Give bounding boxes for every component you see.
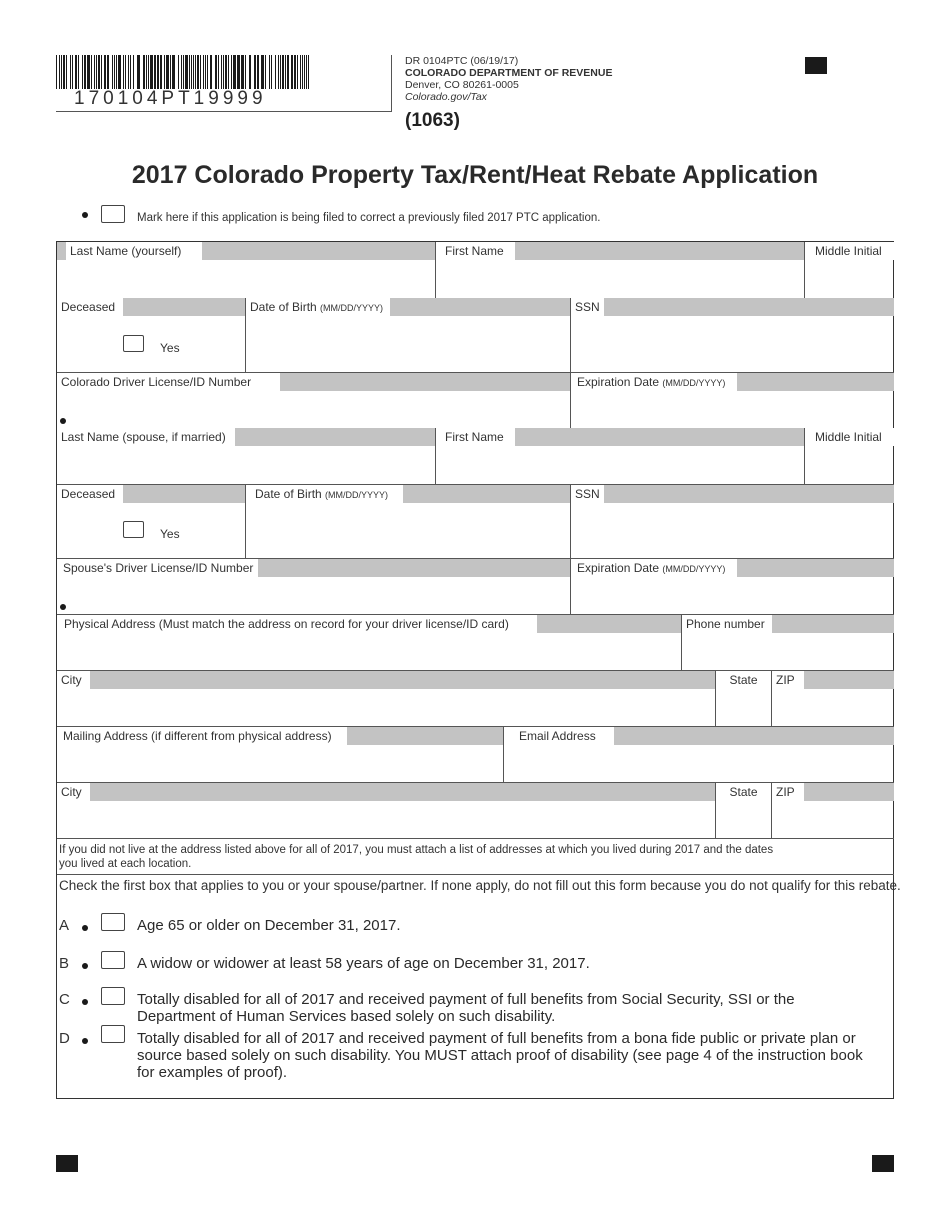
- mailing-state-label: State: [716, 783, 771, 801]
- barcode-bar: [233, 55, 236, 89]
- barcode-bar: [116, 55, 117, 89]
- bullet-icon: [82, 999, 88, 1005]
- barcode-bar: [114, 55, 115, 89]
- bullet-icon: [82, 212, 88, 218]
- barcode-bar: [118, 55, 121, 89]
- barcode-bar: [228, 55, 229, 89]
- first-name-input[interactable]: [436, 260, 804, 298]
- barcode-bar: [225, 55, 227, 89]
- barcode-bar: [207, 55, 208, 89]
- amended-return-checkbox[interactable]: [101, 205, 125, 223]
- barcode-bar: [82, 55, 83, 89]
- spouse-license-label: Spouse's Driver License/ID Number: [57, 559, 258, 577]
- spouse-middle-initial-input[interactable]: [805, 446, 894, 484]
- barcode-bar: [107, 55, 109, 89]
- barcode-bar: [245, 55, 246, 89]
- deceased-label: Deceased: [57, 298, 123, 316]
- license-input[interactable]: [57, 391, 570, 428]
- mailing-state-input[interactable]: [716, 801, 771, 839]
- option-text-line: Totally disabled for all of 2017 and received payment of full benefits from Social Security, SSI or the: [137, 991, 795, 1008]
- option-d-checkbox[interactable]: [101, 1025, 125, 1043]
- barcode-bar: [297, 55, 298, 89]
- dob-label: Date of Birth (MM/DD/YYYY): [246, 298, 390, 316]
- barcode-bar: [215, 55, 217, 89]
- spouse-last-name-label: Last Name (spouse, if married): [57, 428, 235, 446]
- department-website: Colorado.gov/Tax: [405, 91, 487, 103]
- address-note: [59, 843, 889, 871]
- label-bar: [57, 485, 894, 503]
- barcode-bar: [98, 55, 100, 89]
- barcode-bar: [172, 55, 175, 89]
- registration-mark-icon: [56, 1155, 78, 1172]
- dob-input[interactable]: [246, 316, 570, 372]
- option-a-text: [137, 917, 889, 934]
- state-label: State: [716, 671, 771, 689]
- barcode-bar: [148, 55, 149, 89]
- option-c-checkbox[interactable]: [101, 987, 125, 1005]
- barcode-bar: [287, 55, 289, 89]
- spouse-first-name-label: First Name: [436, 428, 515, 446]
- email-label: Email Address: [504, 727, 614, 745]
- barcode-bar: [70, 55, 71, 89]
- qualification-instruction: Check the first box that applies to you or your spouse/partner. If none apply, do not fill out this form because you do not qualify for this rebate.: [59, 878, 901, 893]
- option-a-checkbox[interactable]: [101, 913, 125, 931]
- phone-input[interactable]: [682, 633, 894, 671]
- mailing-address-label: Mailing Address (if different from physical address): [57, 727, 347, 745]
- spouse-last-name-input[interactable]: [57, 446, 435, 484]
- barcode-bar: [96, 55, 97, 89]
- spouse-dob-input[interactable]: [246, 503, 570, 558]
- deceased-yes-label: Yes: [160, 341, 180, 355]
- option-text-line: for examples of proof).: [137, 1064, 288, 1081]
- barcode-bar: [200, 55, 201, 89]
- deceased-yes-checkbox[interactable]: [123, 335, 144, 352]
- barcode-bar: [170, 55, 171, 89]
- barcode-bar: [231, 55, 232, 89]
- barcode-bar: [137, 55, 140, 89]
- barcode-bar: [181, 55, 182, 89]
- spouse-ssn-input[interactable]: [571, 503, 894, 558]
- middle-initial-input[interactable]: [805, 260, 894, 298]
- barcode-bar: [304, 55, 305, 89]
- license-label: Colorado Driver License/ID Number: [57, 373, 280, 391]
- barcode-bar: [191, 55, 192, 89]
- city-input[interactable]: [57, 689, 715, 727]
- physical-address-label: Physical Address (Must match the address on record for your driver license/ID card): [57, 615, 537, 633]
- barcode-bar: [278, 55, 279, 89]
- barcode-bar: [302, 55, 303, 89]
- barcode-bar: [150, 55, 153, 89]
- barcode-bar: [241, 55, 244, 89]
- barcode-bar: [164, 55, 165, 89]
- barcode-bar: [265, 55, 266, 89]
- divider: [391, 55, 392, 112]
- barcode-bar: [269, 55, 270, 89]
- physical-address-input[interactable]: [57, 633, 681, 671]
- mailing-zip-label: ZIP: [772, 783, 804, 801]
- address-note-line: you lived at each location.: [59, 858, 192, 870]
- barcode-bar: [261, 55, 264, 89]
- amended-return-label: Mark here if this application is being filed to correct a previously filed 2017 PTC application.: [137, 212, 601, 224]
- barcode-bar: [157, 55, 159, 89]
- option-b-letter: B: [59, 955, 70, 972]
- zip-label: ZIP: [772, 671, 804, 689]
- barcode: [56, 55, 309, 89]
- option-text-line: Totally disabled for all of 2017 and received payment of full benefits from a bona fide public or private plan or: [137, 1030, 856, 1047]
- page-title: 2017 Colorado Property Tax/Rent/Heat Rebate Application: [131, 161, 819, 189]
- state-input[interactable]: [716, 689, 771, 727]
- barcode-bar: [183, 55, 184, 89]
- barcode-bar: [237, 55, 240, 89]
- address-note-line: If you did not live at the address listed above for all of 2017, you must attach a list of addresses at which you lived during 2017 and the dates: [59, 844, 774, 856]
- barcode-bar: [87, 55, 90, 89]
- last-name-label: Last Name (yourself): [66, 242, 202, 260]
- barcode-bar: [291, 55, 293, 89]
- barcode-bar: [195, 55, 196, 89]
- spouse-dob-label: Date of Birth (MM/DD/YYYY): [246, 485, 403, 503]
- barcode-bar: [101, 55, 102, 89]
- barcode-bar: [294, 55, 296, 89]
- label-bar: [57, 298, 894, 316]
- first-name-label: First Name: [436, 242, 515, 260]
- option-text-line: Age 65 or older on December 31, 2017.: [137, 917, 401, 934]
- barcode-bar: [72, 55, 73, 89]
- mailing-zip-input[interactable]: [772, 801, 894, 839]
- option-b-text: [137, 955, 889, 972]
- barcode-bar: [130, 55, 131, 89]
- barcode-bar: [143, 55, 145, 89]
- expiration-label: Expiration Date (MM/DD/YYYY): [571, 373, 737, 391]
- mailing-city-label: City: [57, 783, 90, 801]
- mailing-city-input[interactable]: [57, 801, 715, 839]
- spouse-expiration-input[interactable]: [571, 577, 894, 614]
- barcode-bar: [197, 55, 199, 89]
- phone-label: Phone number: [682, 615, 772, 633]
- option-d-text: [137, 1030, 889, 1081]
- registration-mark-icon: [872, 1155, 894, 1172]
- barcode-bar: [193, 55, 194, 89]
- barcode-bar: [203, 55, 204, 89]
- barcode-bar: [218, 55, 219, 89]
- divider: [57, 874, 894, 875]
- barcode-bar: [133, 55, 134, 89]
- barcode-bar: [306, 55, 307, 89]
- option-text-line: A widow or widower at least 58 years of age on December 31, 2017.: [137, 955, 590, 972]
- barcode-bar: [300, 55, 301, 89]
- barcode-bar: [178, 55, 179, 89]
- barcode-bar: [94, 55, 95, 89]
- ssn-input[interactable]: [571, 316, 894, 372]
- mailing-address-input[interactable]: [57, 745, 503, 783]
- form-id: DR 0104PTC (06/19/17): [405, 55, 519, 67]
- spouse-deceased-yes-label: Yes: [160, 527, 180, 541]
- spouse-first-name-input[interactable]: [436, 446, 804, 484]
- barcode-number: 170104PT19999: [74, 88, 267, 109]
- barcode-bar: [221, 55, 222, 89]
- barcode-bar: [185, 55, 188, 89]
- barcode-bar: [128, 55, 129, 89]
- bullet-icon: [82, 925, 88, 931]
- spouse-expiration-label: Expiration Date (MM/DD/YYYY): [571, 559, 737, 577]
- spouse-ssn-label: SSN: [571, 485, 604, 503]
- barcode-bar: [104, 55, 106, 89]
- barcode-bar: [75, 55, 77, 89]
- barcode-bar: [254, 55, 256, 89]
- barcode-bar: [125, 55, 126, 89]
- ssn-label: SSN: [571, 298, 604, 316]
- barcode-bar: [308, 55, 309, 89]
- barcode-bar: [280, 55, 281, 89]
- option-d-letter: D: [59, 1030, 70, 1047]
- barcode-bar: [282, 55, 284, 89]
- barcode-bar: [66, 55, 67, 89]
- spouse-license-input[interactable]: [57, 577, 570, 614]
- barcode-bar: [84, 55, 86, 89]
- department-name: COLORADO DEPARTMENT OF REVENUE: [405, 67, 613, 79]
- option-text-line: source based solely on such disability. You MUST attach proof of disability (see page 4 of the instruction book: [137, 1047, 863, 1064]
- option-a-letter: A: [59, 917, 70, 934]
- last-name-input[interactable]: [57, 260, 435, 298]
- barcode-bar: [78, 55, 79, 89]
- barcode-bar: [223, 55, 224, 89]
- barcode-bar: [123, 55, 124, 89]
- middle-initial-label: Middle Initial: [805, 242, 894, 260]
- barcode-bar: [210, 55, 212, 89]
- barcode-bar: [146, 55, 147, 89]
- option-c-text: [137, 991, 889, 1025]
- city-label: City: [57, 671, 90, 689]
- divider: [57, 838, 894, 839]
- option-c-letter: C: [59, 991, 70, 1008]
- bullet-icon: [82, 1038, 88, 1044]
- department-address: Denver, CO 80261-0005: [405, 79, 519, 91]
- barcode-bar: [59, 55, 60, 89]
- spouse-deceased-yes-checkbox[interactable]: [123, 521, 144, 538]
- barcode-bar: [61, 55, 62, 89]
- option-b-checkbox[interactable]: [101, 951, 125, 969]
- barcode-bar: [271, 55, 272, 89]
- barcode-bar: [154, 55, 156, 89]
- barcode-bar: [205, 55, 206, 89]
- barcode-bar: [91, 55, 92, 89]
- bullet-icon: [82, 963, 88, 969]
- barcode-bar: [166, 55, 169, 89]
- barcode-bar: [257, 55, 259, 89]
- email-input[interactable]: [504, 745, 894, 783]
- barcode-bar: [63, 55, 65, 89]
- option-text-line: Department of Human Services based solely on such disability.: [137, 1008, 556, 1025]
- barcode-bar: [160, 55, 162, 89]
- spouse-middle-initial-label: Middle Initial: [805, 428, 894, 446]
- spouse-deceased-label: Deceased: [57, 485, 123, 503]
- divider: [56, 111, 392, 112]
- barcode-bar: [249, 55, 251, 89]
- zip-input[interactable]: [772, 689, 894, 727]
- barcode-bar: [189, 55, 190, 89]
- barcode-bar: [275, 55, 276, 89]
- barcode-bar: [56, 55, 57, 89]
- registration-mark-icon: [805, 57, 827, 74]
- form-code: (1063): [405, 110, 460, 131]
- expiration-input[interactable]: [571, 391, 894, 428]
- barcode-bar: [285, 55, 286, 89]
- barcode-bar: [112, 55, 113, 89]
